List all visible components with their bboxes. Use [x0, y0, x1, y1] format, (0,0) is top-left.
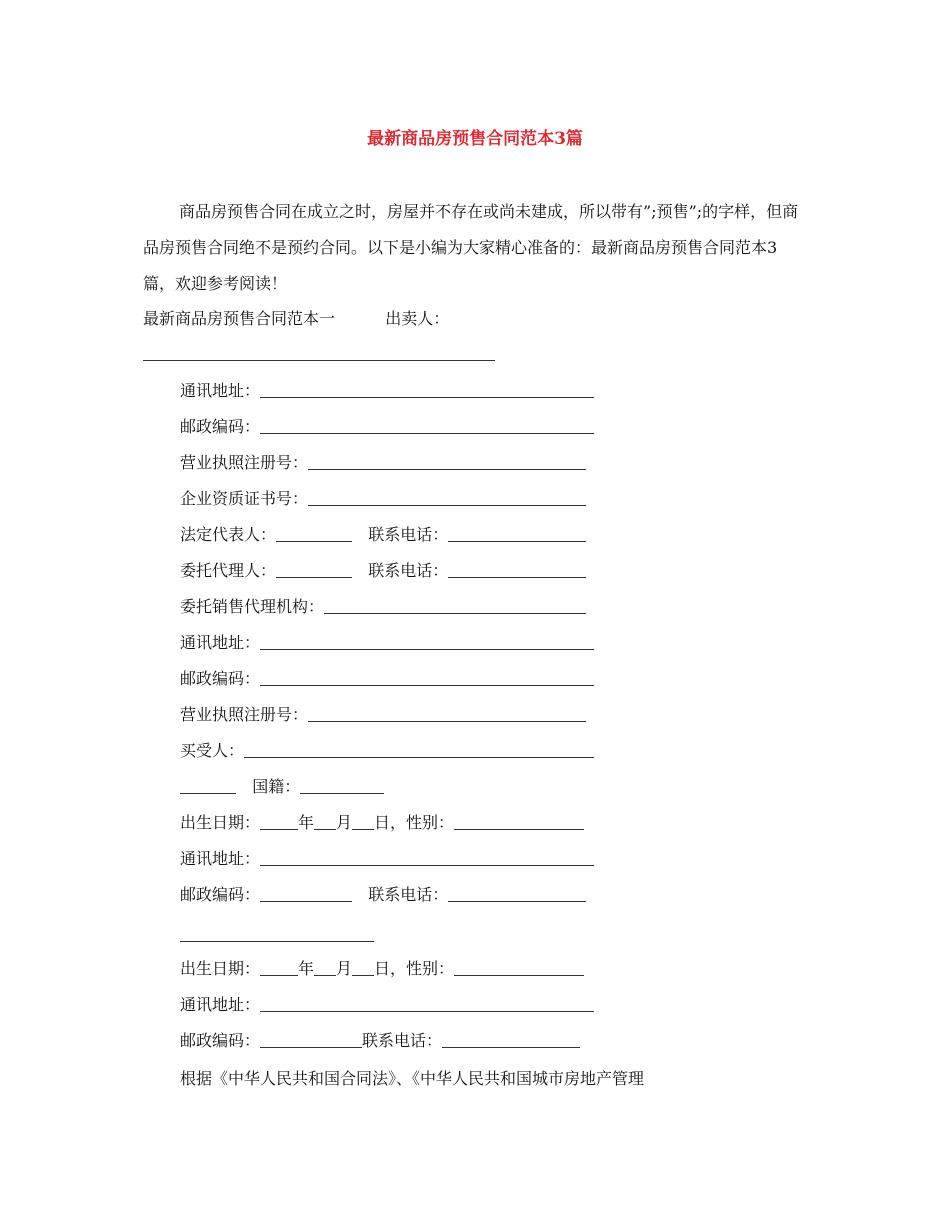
seller-qualification-row — [180, 488, 586, 510]
phone-label: 联系电话： — [362, 1031, 443, 1050]
address-blank — [260, 381, 594, 398]
legal-rep-row — [180, 524, 586, 546]
postcode-blank — [260, 885, 352, 902]
address-label: 通讯地址： — [180, 849, 261, 868]
phone-blank — [448, 561, 586, 578]
phone-blank — [448, 885, 586, 902]
nationality-row — [180, 776, 384, 798]
buyer-postcode-row-2 — [180, 1030, 580, 1052]
address-blank — [260, 633, 594, 650]
year-blank — [260, 813, 298, 830]
agent-name-blank — [180, 941, 374, 942]
buyer-postcode-row-1 — [180, 884, 586, 906]
postcode-label: 邮政编码： — [180, 885, 261, 904]
postcode-label: 邮政编码： — [180, 669, 261, 688]
address-label: 通讯地址： — [180, 633, 261, 652]
gender-blank — [454, 959, 584, 976]
birth-row-1 — [180, 812, 584, 834]
sales-agency-label: 委托销售代理机构： — [180, 597, 325, 616]
nationality-label: 国籍： — [252, 777, 301, 796]
qualification-label: 企业资质证书号： — [180, 489, 309, 508]
legal-rep-label: 法定代表人： — [180, 525, 277, 544]
agent-label: 委托代理人： — [180, 561, 277, 580]
nationality-blank — [300, 777, 384, 794]
buyer-blank — [244, 741, 594, 758]
postcode-blank — [260, 417, 594, 434]
legal-rep-blank — [276, 525, 352, 542]
buyer-address-row-2 — [180, 994, 594, 1016]
phone-label: 联系电话： — [368, 525, 449, 544]
day-gender-label: 日，性别： — [374, 813, 455, 832]
phone-blank — [442, 1031, 580, 1048]
day-blank — [352, 959, 374, 976]
sales-agency-blank — [324, 597, 586, 614]
document-title: 最新商品房预售合同范本3篇 — [367, 129, 583, 149]
month-blank — [314, 959, 336, 976]
sales-agency-row — [180, 596, 586, 618]
year-label: 年 — [298, 813, 315, 832]
postcode-blank — [260, 1031, 362, 1048]
month-label: 月 — [336, 813, 353, 832]
phone-label: 联系电话： — [368, 885, 449, 904]
intro-paragraph: 商品房预售合同在成立之时，房屋并不存在或尚未建成，所以带有”;预售”;的字样，但商品房预售合同绝不是预约合同。以下是小编为大家精心准备的：最新商品房预售合同范本3篇，欢迎参考阅读！ — [143, 202, 799, 293]
day-blank — [352, 813, 374, 830]
closing-line: 根据《中华人民共和国合同法》、《中华人民共和国城市房地产管理 — [180, 1069, 645, 1088]
year-blank — [260, 959, 298, 976]
buyer-label: 买受人： — [180, 741, 245, 760]
address-label: 通讯地址： — [180, 995, 261, 1014]
gender-blank — [454, 813, 584, 830]
agency-address-row — [180, 632, 594, 654]
address-blank — [260, 849, 594, 866]
birth-label: 出生日期： — [180, 813, 261, 832]
agency-postcode-row — [180, 668, 594, 690]
phone-blank — [448, 525, 586, 542]
year-label: 年 — [298, 959, 315, 978]
month-label: 月 — [336, 959, 353, 978]
section-heading: 最新商品房预售合同范本一 — [143, 309, 336, 328]
buyer-name-blank — [180, 777, 236, 794]
birth-label: 出生日期： — [180, 959, 261, 978]
license-label: 营业执照注册号： — [180, 453, 309, 472]
postcode-label: 邮政编码： — [180, 417, 261, 436]
agent-blank — [276, 561, 352, 578]
license-blank — [308, 705, 586, 722]
buyer-row — [180, 740, 594, 762]
phone-label: 联系电话： — [368, 561, 449, 580]
qualification-blank — [308, 489, 586, 506]
seller-address-row — [180, 380, 594, 402]
month-blank — [314, 813, 336, 830]
license-blank — [308, 453, 586, 470]
agency-license-row — [180, 704, 586, 726]
section-heading-line — [143, 308, 449, 330]
seller-label: 出卖人： — [385, 309, 450, 328]
seller-license-row — [180, 452, 586, 474]
agent-row — [180, 560, 586, 582]
license-label: 营业执照注册号： — [180, 705, 309, 724]
buyer-address-row-1 — [180, 848, 594, 870]
birth-row-2 — [180, 958, 584, 980]
address-blank — [260, 995, 594, 1012]
postcode-blank — [260, 669, 594, 686]
day-gender-label: 日，性别： — [374, 959, 455, 978]
address-label: 通讯地址： — [180, 381, 261, 400]
postcode-label: 邮政编码： — [180, 1031, 261, 1050]
seller-postcode-row — [180, 416, 594, 438]
seller-name-blank — [143, 360, 495, 361]
